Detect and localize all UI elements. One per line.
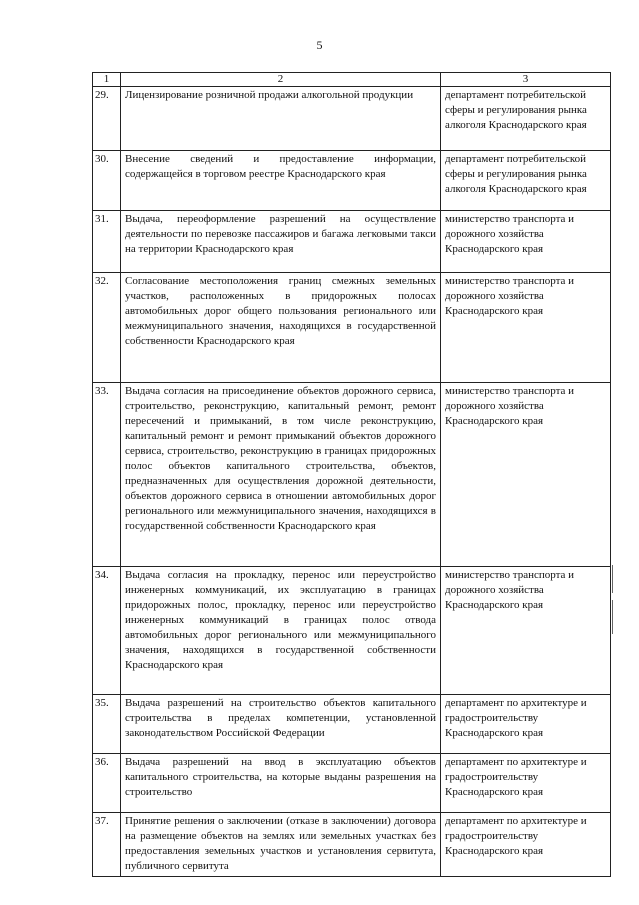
responsible-authority: министерство транспорта и дорожного хозяйства Краснодарского края — [441, 211, 611, 273]
column-header-number: 1 — [93, 73, 121, 87]
table-row — [93, 813, 611, 877]
table-row — [93, 151, 611, 211]
row-number: 37. — [93, 813, 121, 877]
row-number: 31. — [93, 211, 121, 273]
service-name: Выдача разрешений на строительство объектов капитального строительства в пределах компетенции, установленной законодательством Российской Федерации — [121, 695, 441, 754]
row-number: 36. — [93, 754, 121, 813]
column-header-service: 2 — [121, 73, 441, 87]
table-row — [93, 383, 611, 567]
service-name: Внесение сведений и предоставление информации, содержащейся в торговом реестре Краснодарского края — [121, 151, 441, 211]
row-number: 29. — [93, 87, 121, 151]
table-row — [93, 695, 611, 754]
row-number: 33. — [93, 383, 121, 567]
row-number: 34. — [93, 567, 121, 695]
responsible-authority: министерство транспорта и дорожного хозяйства Краснодарского края — [441, 383, 611, 567]
responsible-authority: министерство транспорта и дорожного хозяйства Краснодарского края — [441, 567, 611, 695]
table-row — [93, 567, 611, 695]
table-row — [93, 211, 611, 273]
service-name: Принятие решения о заключении (отказе в заключении) договора на размещение объектов на землях или земельных участках без предоставления земельных участков и установления сервитута, публичного сервитута — [121, 813, 441, 877]
responsible-authority: департамент по архитектуре и градостроительству Краснодарского края — [441, 695, 611, 754]
row-number: 30. — [93, 151, 121, 211]
service-name: Выдача, переоформление разрешений на осуществление деятельности по перевозке пассажиров и багажа легковыми такси на территории Краснодарского края — [121, 211, 441, 273]
table-header-row — [93, 73, 611, 87]
responsible-authority: департамент по архитектуре и градостроительству Краснодарского края — [441, 754, 611, 813]
scan-edge-mark — [612, 600, 613, 634]
column-header-authority: 3 — [441, 73, 611, 87]
service-name: Выдача разрешений на ввод в эксплуатацию объектов капитального строительства, на которые выданы разрешения на строительство — [121, 754, 441, 813]
table-row — [93, 87, 611, 151]
responsible-authority: департамент потребительской сферы и регулирования рынка алкоголя Краснодарского края — [441, 87, 611, 151]
row-number: 35. — [93, 695, 121, 754]
scan-edge-mark — [612, 565, 613, 593]
responsible-authority: министерство транспорта и дорожного хозяйства Краснодарского края — [441, 273, 611, 383]
table-row — [93, 273, 611, 383]
page-number: 5 — [316, 38, 323, 52]
service-name: Лицензирование розничной продажи алкогольной продукции — [121, 87, 441, 151]
responsible-authority: департамент потребительской сферы и регулирования рынка алкоголя Краснодарского края — [441, 151, 611, 211]
responsible-authority: департамент по архитектуре и градостроительству Краснодарского края — [441, 813, 611, 877]
row-number: 32. — [93, 273, 121, 383]
service-name: Согласование местоположения границ смежных земельных участков, расположенных в придорожных полосах автомобильных дорог общего пользования регионального или межмуниципального значения, находящихся в государственной собственности Краснодарского края — [121, 273, 441, 383]
service-name: Выдача согласия на прокладку, перенос или переустройство инженерных коммуникаций, их эксплуатацию в границах придорожных полос, прокладку, перенос или переустройство инженерных коммуникаций в границах полос отвода автомобильных дорог регионального или межмуниципального значения, находящихся в государственной собственности Краснодарского края — [121, 567, 441, 695]
service-name: Выдача согласия на присоединение объектов дорожного сервиса, строительство, реконструкцию, капитальный ремонт, ремонт пересечений и примыканий, в том числе реконструкцию, капитальный ремонт и ремонт примыканий объектов дорожного сервиса, строительство, реконструкцию в границах придорожных полос объектов капитального строительства, объектов, предназначенных для осуществления дорожной деятельности, объектов дорожного сервиса в отношении автомобильных дорог регионального или межмуниципального значения, находящихся в государственной собственности Краснодарского края — [121, 383, 441, 567]
table-row — [93, 754, 611, 813]
services-table — [92, 72, 611, 877]
